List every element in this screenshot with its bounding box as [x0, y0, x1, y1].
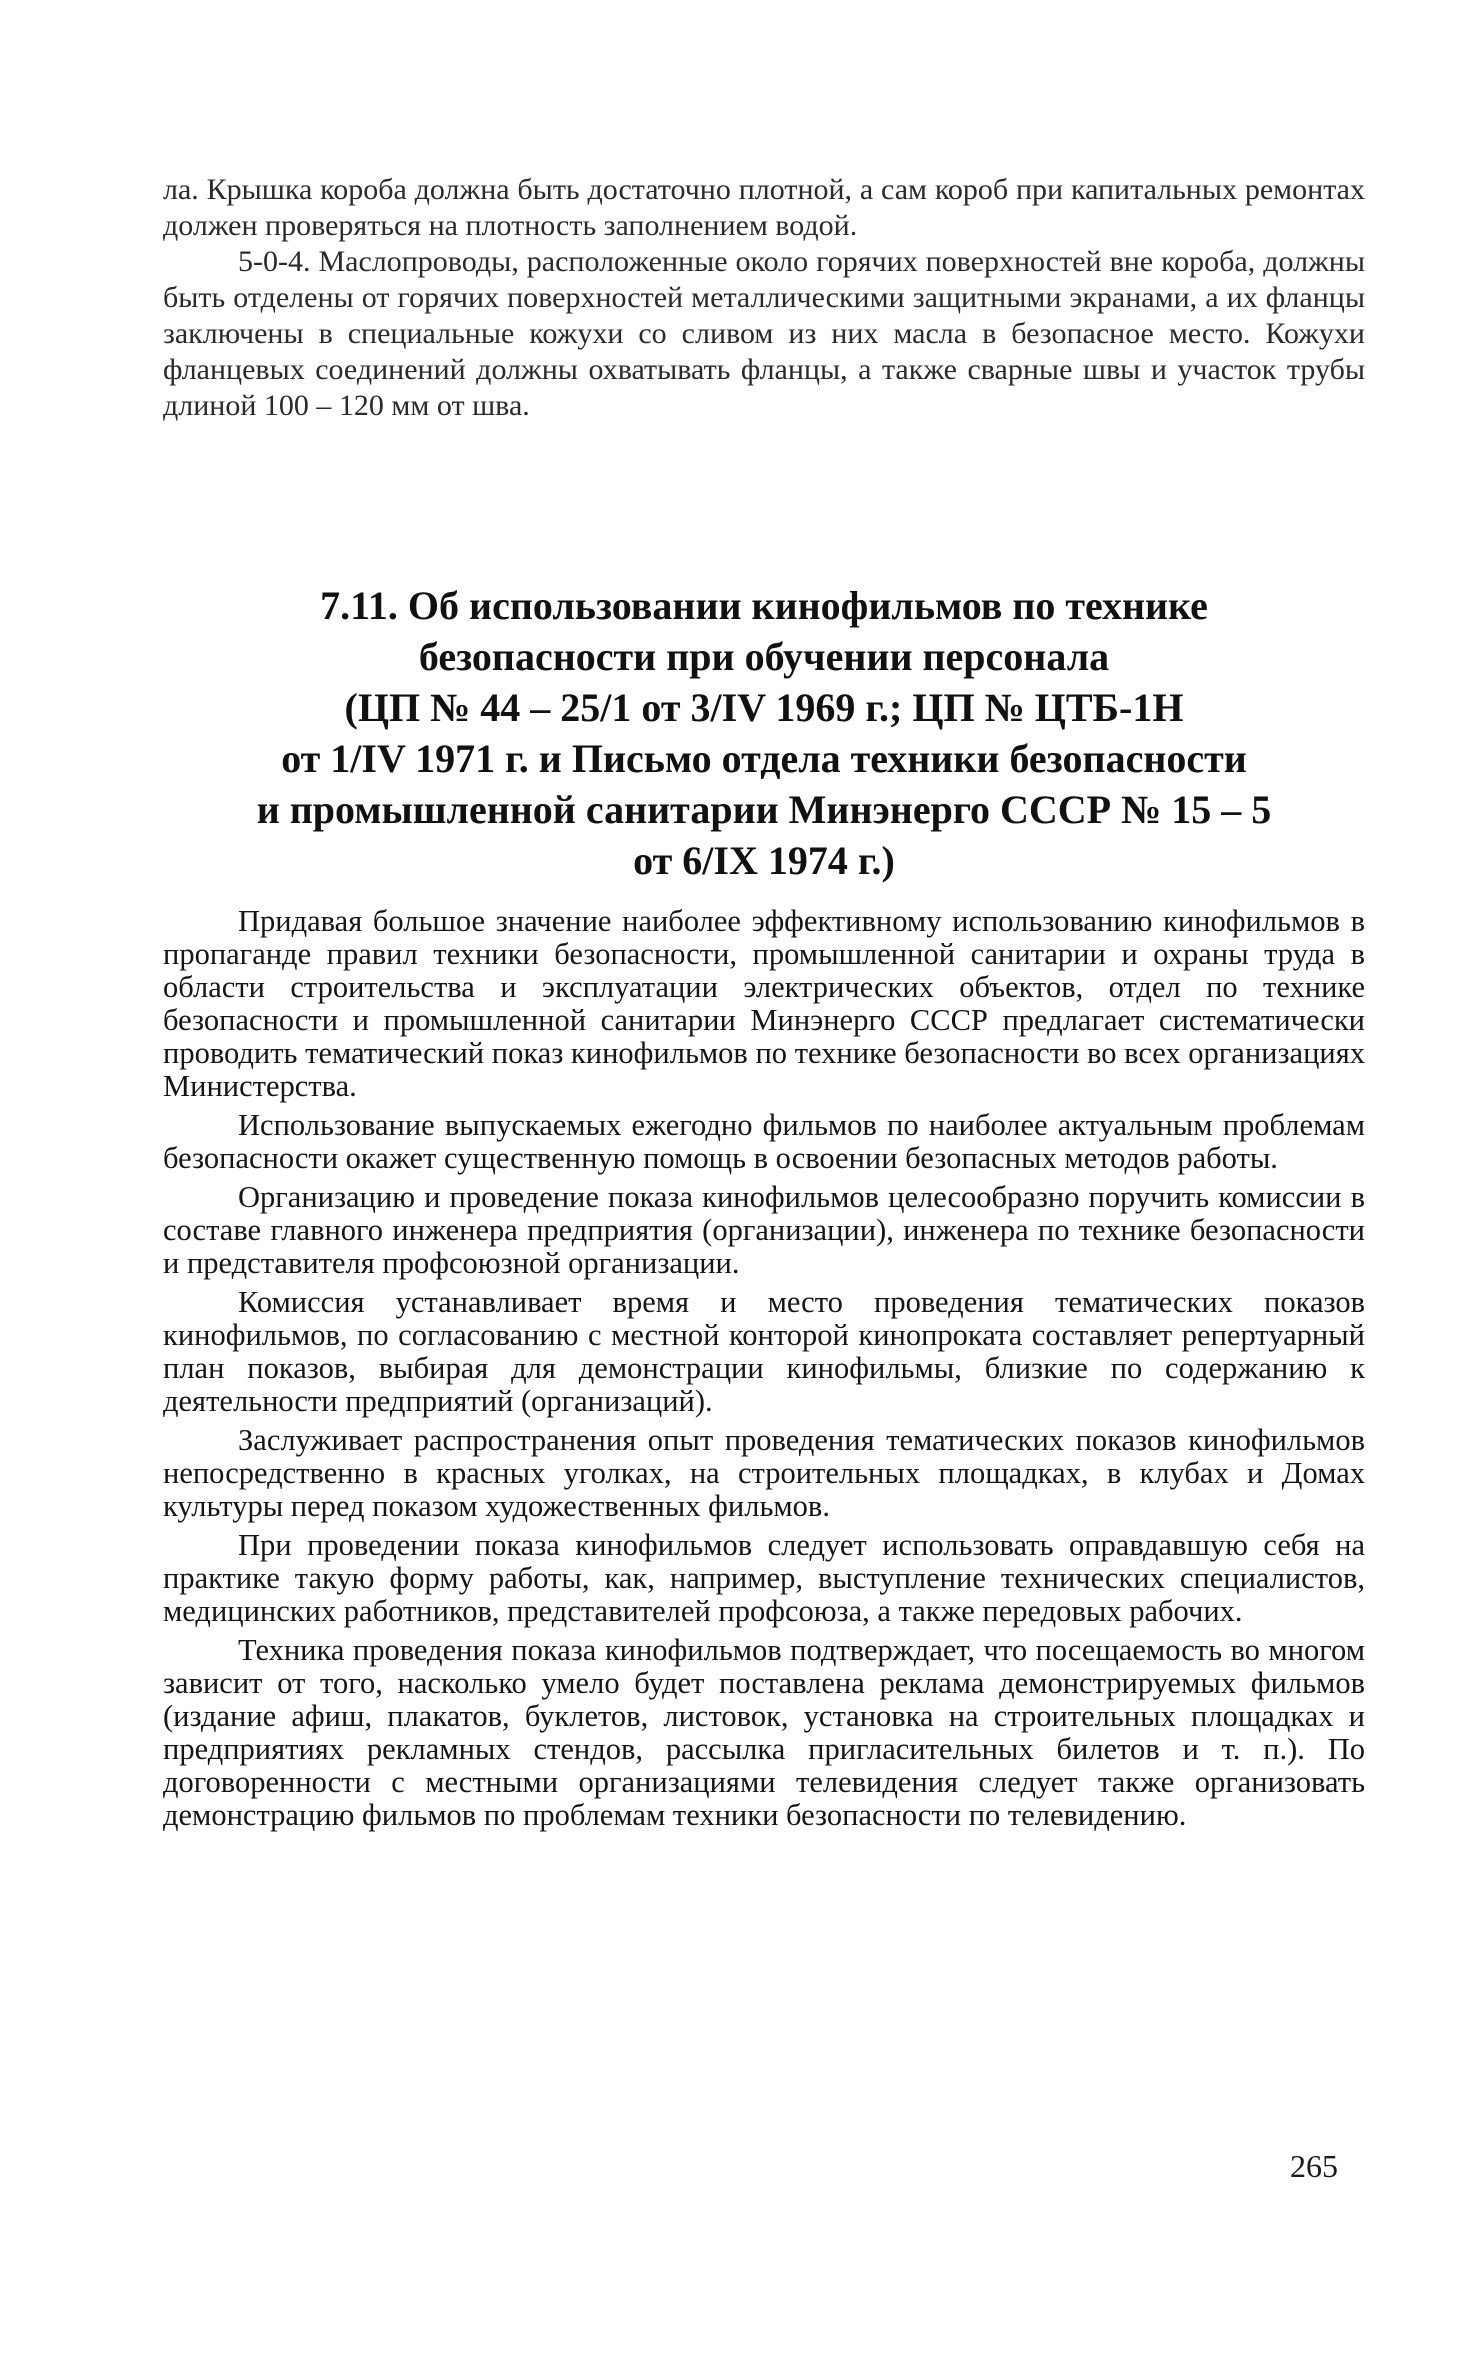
clause-5-0-4-paragraph: 5-0-4. Маслопроводы, расположенные около горячих поверхностей вне короба, должны быть отделены от горячих поверхностей металлическими защитными экранами, а их фланцы заключены в специальные кожухи со сливом из них масла в безопасное место. Кожухи фланцевых соединений должны охватывать фланцы, а также сварные швы и участок трубы длиной 100 – 120 мм от шва. [163, 245, 1365, 422]
body-paragraph: Техника проведения показа кинофильмов подтверждает, что посещаемость во многом зависит от того, насколько умело будет поставлена реклама демонстрируемых фильмов (издание афиш, плакатов, буклетов, листовок, установка на строительных площадках и предприятиях рекламных стендов, рассылка пригласительных билетов и т. п.). По договоренности с местными организациями телевидения следует также организовать демонстрацию фильмов по проблемам техники безопасности по телевидению. [163, 1633, 1365, 1832]
body-paragraph: При проведении показа кинофильмов следует использовать оправдавшую себя на практике такую форму работы, как, например, выступление технических специалистов, медицинских работников, представителей профсоюза, а также передовых рабочих. [163, 1528, 1365, 1628]
body-text-section [163, 905, 1365, 1838]
heading-line-1: 7.11. Об использовании кинофильмов по технике [320, 583, 1208, 628]
continued-paragraph: ла. Крышка короба должна быть достаточно плотной, а сам короб при капитальных ремонтах должен проверяться на плотность заполнением водой. [163, 173, 1365, 242]
body-paragraph: Комиссия устанавливает время и место проведения тематических показов кинофильмов, по согласованию с местной конторой кинопроката составляет репертуарный план показов, выбирая для демонстрации кинофильмы, близкие по содержанию к деятельности предприятий (организаций). [163, 1285, 1365, 1418]
heading-line-3: (ЦП № 44 – 25/1 от 3/IV 1969 г.; ЦП № ЦТБ-1Н [344, 685, 1184, 730]
heading-line-4: от 1/IV 1971 г. и Письмо отдела техники безопасности [281, 736, 1247, 781]
body-paragraph: Использование выпускаемых ежегодно фильмов по наиболее актуальным проблемам безопасности окажет существенную помощь в освоении безопасных методов работы. [163, 1108, 1365, 1175]
heading-line-6: от 6/IX 1974 г.) [633, 838, 895, 883]
heading-line-5: и промышленной санитарии Минэнерго СССР № 15 – 5 [256, 787, 1272, 832]
top-text-section [163, 172, 1365, 424]
body-paragraph: Заслуживает распространения опыт проведения тематических показов кинофильмов непосредственно в красных уголках, на строительных площадках, в клубах и Домах культуры перед показом художественных фильмов. [163, 1423, 1365, 1523]
body-paragraph: Организацию и проведение показа кинофильмов целесообразно поручить комиссии в составе главного инженера предприятия (организации), инженера по технике безопасности и представителя профсоюзной организации. [163, 1180, 1365, 1280]
section-heading [163, 580, 1365, 886]
page-number: 265 [1290, 2148, 1338, 2184]
body-paragraph: Придавая большое значение наиболее эффективному использованию кинофильмов в пропаганде правил техники безопасности, промышленной санитарии и охраны труда в области строительства и эксплуатации электрических объектов, отдел по технике безопасности и промышленной санитарии Минэнерго СССР предлагает систематически проводить тематический показ кинофильмов по технике безопасности во всех организациях Министерства. [163, 904, 1365, 1103]
heading-line-2: безопасности при обучении персонала [418, 634, 1110, 679]
